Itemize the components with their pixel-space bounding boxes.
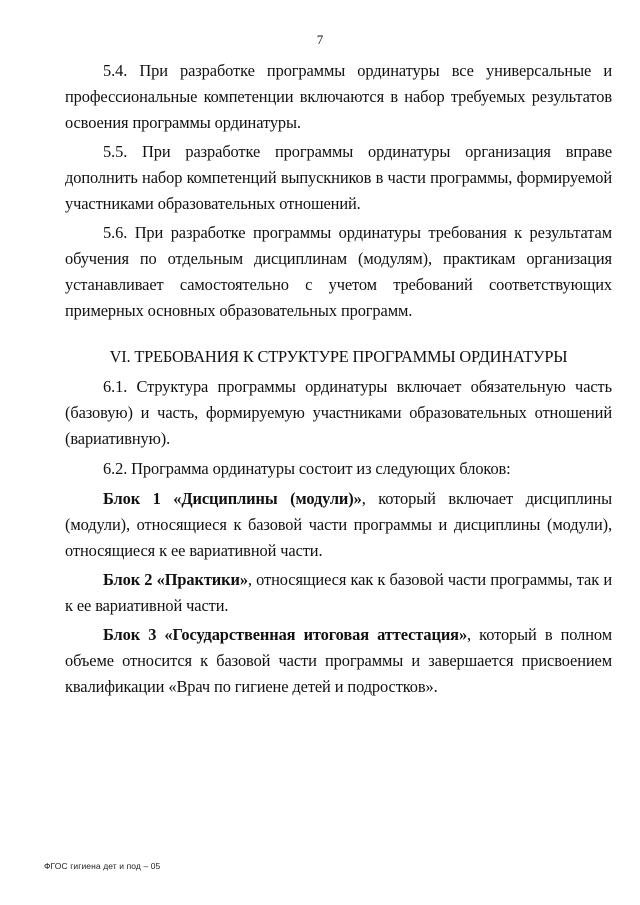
block-2-paragraph (65, 567, 612, 619)
document-body (65, 58, 612, 700)
paragraph-5-6: 5.6. При разработке программы ординатуры требования к результатам обучения по отдельным дисциплинам (модулям), практикам организация устанавливает самостоятельно с учетом требований соответствующих примерных основных образовательных программ. (65, 223, 612, 320)
paragraph-5-4: 5.4. При разработке программы ординатуры все универсальные и профессиональные компетенции включаются в набор требуемых результатов освоения программы ординатуры. (65, 61, 612, 132)
page-number: 7 (316, 32, 324, 47)
block-2-text: , относящиеся как к базовой части программы, так и к ее вариативной части. (65, 570, 612, 615)
block-1-paragraph (65, 486, 612, 564)
block-3-paragraph (65, 622, 612, 700)
block-1-text: , который включает дисциплины (модули), относящиеся к базовой части программы и дисциплины (модули), относящиеся к ее вариативной части. (65, 489, 612, 560)
block-1-title: Блок 1 «Дисциплины (модули)» (103, 489, 362, 508)
section-title: VI. ТРЕБОВАНИЯ К СТРУКТУРЕ ПРОГРАММЫ ОРДИНАТУРЫ (109, 347, 568, 366)
paragraph-5-5: 5.5. При разработке программы ординатуры организация вправе дополнить набор компетенций выпускников в части программы, формируемой участниками образовательных отношений. (65, 142, 612, 213)
block-2-title: Блок 2 «Практики» (103, 570, 248, 589)
paragraph-6-1: 6.1. Структура программы ординатуры включает обязательную часть (базовую) и часть, формируемую участниками образовательных отношений (вариативную). (65, 377, 612, 448)
footer-label: ФГОС гигиена дет и под – 05 (44, 861, 161, 871)
paragraph-6-2: 6.2. Программа ординатуры состоит из следующих блоков: (103, 459, 511, 478)
block-3-title: Блок 3 «Государственная итоговая аттестация» (103, 625, 468, 644)
block-3-text: , который в полном объеме относится к базовой части программы и завершается присвоением квалификации «Врач по гигиене детей и подростков». (65, 625, 612, 696)
